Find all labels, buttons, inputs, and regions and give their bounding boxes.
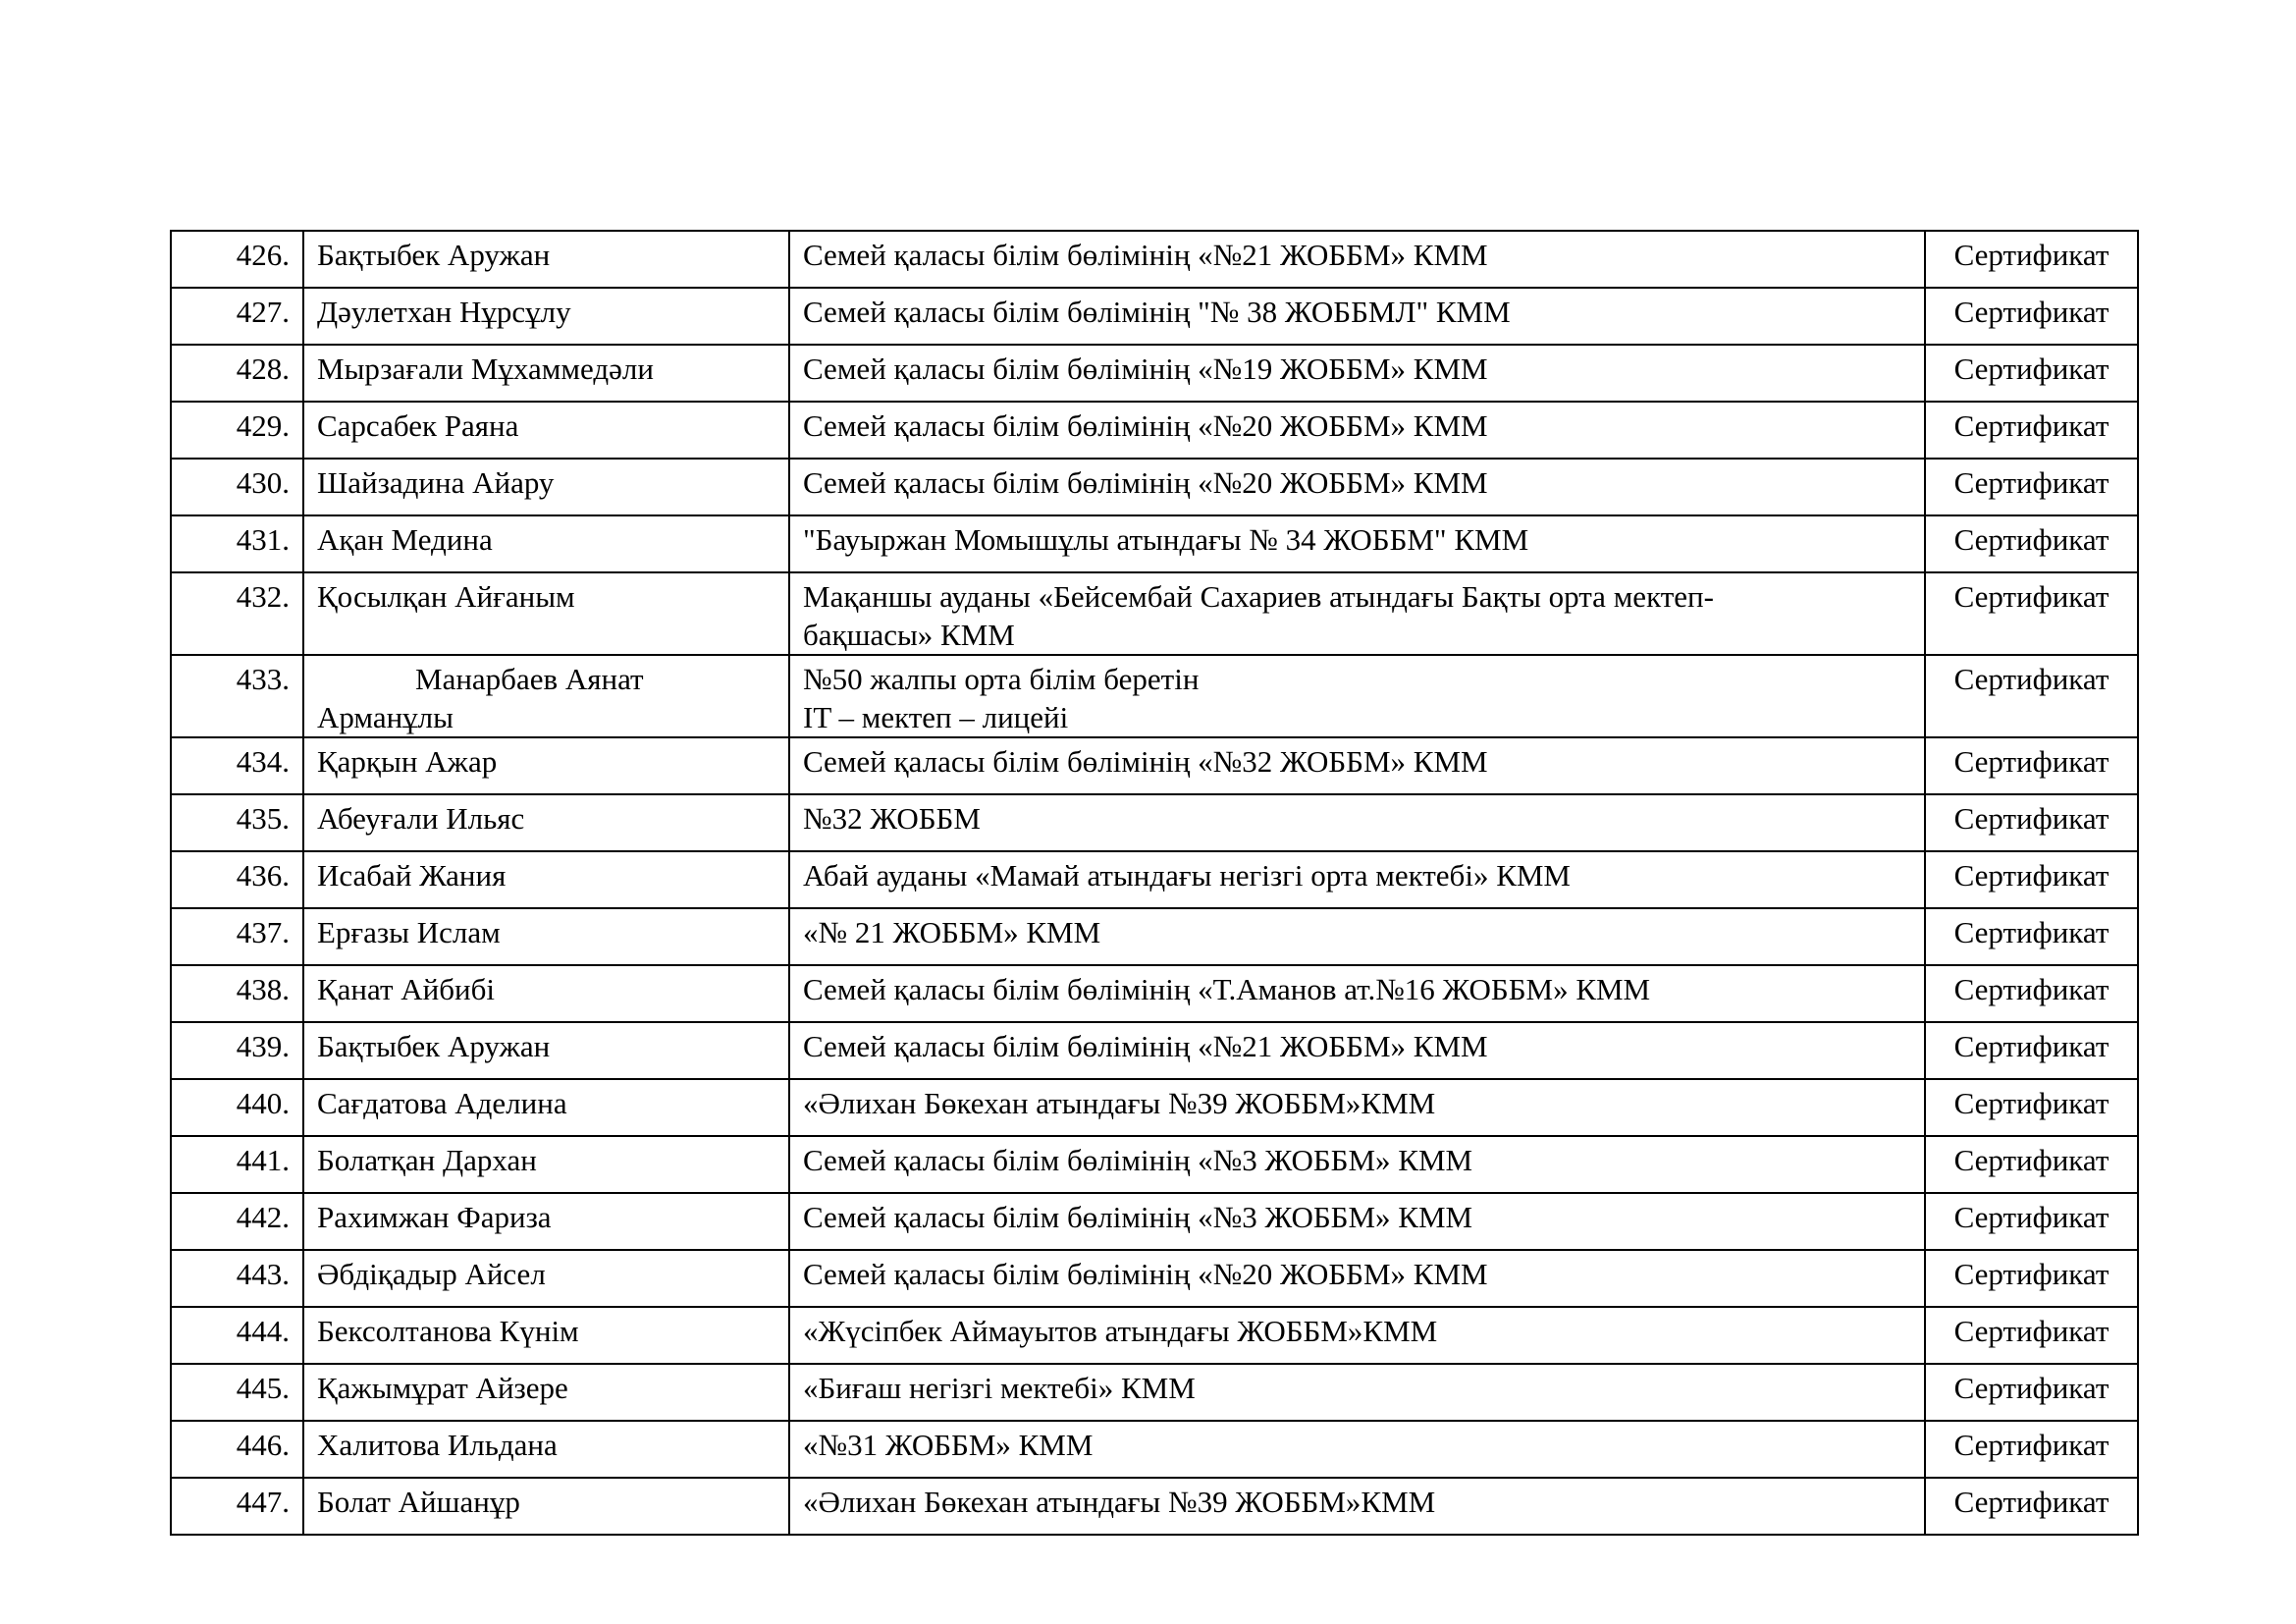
participant-name: Қарқын Ажар: [303, 737, 789, 794]
certificate-status: Сертификат: [1925, 1478, 2138, 1535]
participant-name: Ерғазы Ислам: [303, 908, 789, 965]
table-row: [171, 908, 2138, 965]
certificate-status: Сертификат: [1925, 737, 2138, 794]
certificate-status: Сертификат: [1925, 1136, 2138, 1193]
certificate-status: Сертификат: [1925, 655, 2138, 737]
table-row: [171, 737, 2138, 794]
table-row: [171, 345, 2138, 402]
participant-name: Сарсабек Раяна: [303, 402, 789, 459]
certificate-status: Сертификат: [1925, 572, 2138, 655]
organization: [789, 655, 1925, 737]
participant-name: Қажымұрат Айзере: [303, 1364, 789, 1421]
certificate-status: Сертификат: [1925, 1022, 2138, 1079]
participant-name: Рахимжан Фариза: [303, 1193, 789, 1250]
row-number: 445.: [171, 1364, 303, 1421]
certificate-status: Сертификат: [1925, 1307, 2138, 1364]
row-number: 438.: [171, 965, 303, 1022]
row-number: 442.: [171, 1193, 303, 1250]
table-row: [171, 1478, 2138, 1535]
row-number: 434.: [171, 737, 303, 794]
table-row: [171, 1307, 2138, 1364]
participant-name-line-2: Арманұлы: [317, 700, 454, 734]
row-number: 443.: [171, 1250, 303, 1307]
table-row: [171, 459, 2138, 515]
organization: Семей қаласы білім бөлімінің «№32 ЖОББМ» КММ: [789, 737, 1925, 794]
organization: «№ 21 ЖОББМ» КММ: [789, 908, 1925, 965]
participant-name: Мырзағали Мұхаммедәли: [303, 345, 789, 402]
table-row: [171, 1022, 2138, 1079]
certificate-status: Сертификат: [1925, 459, 2138, 515]
table-row: [171, 1079, 2138, 1136]
table-row: [171, 231, 2138, 288]
organization-line-2: IT – мектеп – лицейі: [803, 700, 1069, 734]
certificate-status: Сертификат: [1925, 1250, 2138, 1307]
participant-name: Дәулетхан Нұрсұлу: [303, 288, 789, 345]
row-number: 428.: [171, 345, 303, 402]
table-row: [171, 794, 2138, 851]
participant-name-line-1: Манарбаев Аянат: [415, 662, 644, 696]
row-number: 440.: [171, 1079, 303, 1136]
row-number: 432.: [171, 572, 303, 655]
row-number: 437.: [171, 908, 303, 965]
organization-line-1: №50 жалпы орта білім беретін: [803, 662, 1200, 696]
organization: «Биғаш негізгі мектебі» КММ: [789, 1364, 1925, 1421]
table-row: [171, 851, 2138, 908]
table-row: [171, 402, 2138, 459]
participant-name: Болат Айшанұр: [303, 1478, 789, 1535]
certificate-status: Сертификат: [1925, 1364, 2138, 1421]
row-number: 436.: [171, 851, 303, 908]
certificate-status: Сертификат: [1925, 515, 2138, 572]
participant-name: [303, 655, 789, 737]
organization: [789, 572, 1925, 655]
table-row: [171, 288, 2138, 345]
organization: Семей қаласы білім бөлімінің «№20 ЖОББМ» КММ: [789, 459, 1925, 515]
certificate-status: Сертификат: [1925, 851, 2138, 908]
row-number: 444.: [171, 1307, 303, 1364]
participant-name: Болатқан Дархан: [303, 1136, 789, 1193]
row-number: 426.: [171, 231, 303, 288]
table-row: [171, 1250, 2138, 1307]
participant-name: Ақан Медина: [303, 515, 789, 572]
organization: №32 ЖОББМ: [789, 794, 1925, 851]
organization: «№31 ЖОББМ» КММ: [789, 1421, 1925, 1478]
row-number: 427.: [171, 288, 303, 345]
table-row: [171, 515, 2138, 572]
organization: Семей қаласы білім бөлімінің «№20 ЖОББМ» КММ: [789, 402, 1925, 459]
participant-name: Бақтыбек Аружан: [303, 231, 789, 288]
table-row: [171, 965, 2138, 1022]
row-number: 441.: [171, 1136, 303, 1193]
organization: Семей қаласы білім бөлімінің "№ 38 ЖОББМЛ" КММ: [789, 288, 1925, 345]
organization: Семей қаласы білім бөлімінің «№19 ЖОББМ» КММ: [789, 345, 1925, 402]
organization: «Әлихан Бөкехан атындағы №39 ЖОББМ»КММ: [789, 1079, 1925, 1136]
certificate-status: Сертификат: [1925, 794, 2138, 851]
participant-name: Әбдіқадыр Айсел: [303, 1250, 789, 1307]
participant-name: Бақтыбек Аружан: [303, 1022, 789, 1079]
organization: Семей қаласы білім бөлімінің «№3 ЖОББМ» КММ: [789, 1136, 1925, 1193]
table-row: [171, 1136, 2138, 1193]
organization: «Жүсіпбек Аймауытов атындағы ЖОББМ»КММ: [789, 1307, 1925, 1364]
row-number: 435.: [171, 794, 303, 851]
certificate-status: Сертификат: [1925, 1079, 2138, 1136]
organization-line-1: Мақаншы ауданы «Бейсембай Сахариев атындағы Бақты орта мектеп-: [803, 579, 1714, 614]
participant-name: Бексолтанова Күнім: [303, 1307, 789, 1364]
organization: Абай ауданы «Мамай атындағы негізгі орта мектебі» КММ: [789, 851, 1925, 908]
certificate-status: Сертификат: [1925, 402, 2138, 459]
certificate-status: Сертификат: [1925, 908, 2138, 965]
organization-line-2: бақшасы» КММ: [803, 618, 1015, 652]
row-number: 446.: [171, 1421, 303, 1478]
row-number: 429.: [171, 402, 303, 459]
participant-name: Исабай Жания: [303, 851, 789, 908]
participant-name: Сағдатова Аделина: [303, 1079, 789, 1136]
organization: Семей қаласы білім бөлімінің «№21 ЖОББМ» КММ: [789, 231, 1925, 288]
participant-name: Абеуғали Ильяс: [303, 794, 789, 851]
certificate-status: Сертификат: [1925, 1193, 2138, 1250]
participant-name: Шайзадина Айару: [303, 459, 789, 515]
certificate-status: Сертификат: [1925, 288, 2138, 345]
organization: Семей қаласы білім бөлімінің «Т.Аманов ат.№16 ЖОББМ» КММ: [789, 965, 1925, 1022]
certificate-status: Сертификат: [1925, 231, 2138, 288]
certificate-status: Сертификат: [1925, 965, 2138, 1022]
certificate-table: [170, 230, 2139, 1536]
row-number: 447.: [171, 1478, 303, 1535]
table-row: [171, 1364, 2138, 1421]
certificate-status: Сертификат: [1925, 345, 2138, 402]
certificate-status: Сертификат: [1925, 1421, 2138, 1478]
organization: «Әлихан Бөкехан атындағы №39 ЖОББМ»КММ: [789, 1478, 1925, 1535]
table-row: [171, 1421, 2138, 1478]
row-number: 439.: [171, 1022, 303, 1079]
organization: Семей қаласы білім бөлімінің «№3 ЖОББМ» КММ: [789, 1193, 1925, 1250]
row-number: 430.: [171, 459, 303, 515]
row-number: 431.: [171, 515, 303, 572]
participant-name: Қосылқан Айғаным: [303, 572, 789, 655]
participant-name: Қанат Айбибі: [303, 965, 789, 1022]
row-number: 433.: [171, 655, 303, 737]
organization: "Бауыржан Момышұлы атындағы № 34 ЖОББМ" КММ: [789, 515, 1925, 572]
organization: Семей қаласы білім бөлімінің «№20 ЖОББМ» КММ: [789, 1250, 1925, 1307]
table-row: [171, 655, 2138, 737]
table-row: [171, 572, 2138, 655]
organization: Семей қаласы білім бөлімінің «№21 ЖОББМ» КММ: [789, 1022, 1925, 1079]
table-row: [171, 1193, 2138, 1250]
participant-name: Халитова Ильдана: [303, 1421, 789, 1478]
